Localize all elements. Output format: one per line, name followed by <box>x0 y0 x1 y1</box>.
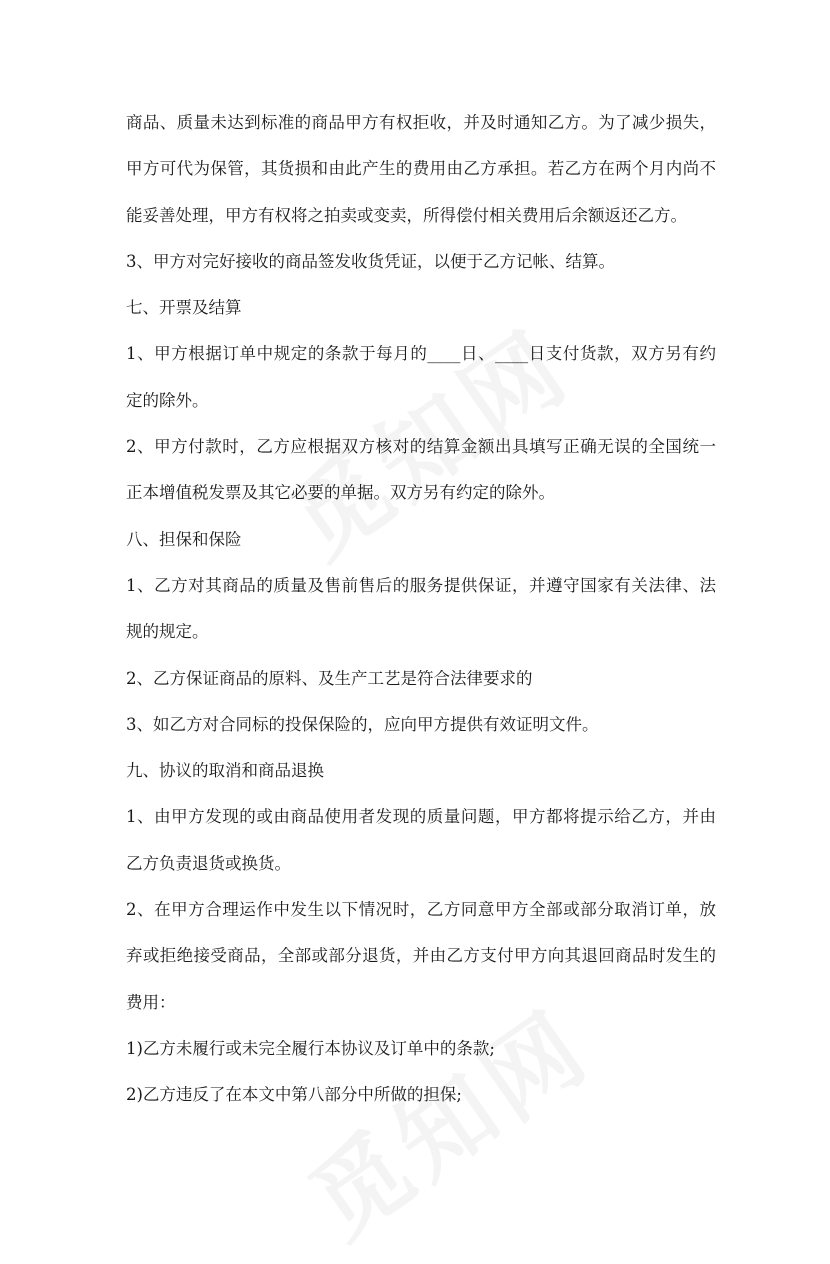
section-heading: 八、担保和保险 <box>126 529 242 549</box>
paragraph-line: 1、甲方根据订单中规定的条款于每月的____日、____日支付货款，双方另有约 <box>126 344 716 364</box>
paragraph-line: 2、乙方保证商品的原料、及生产工艺是符合法律要求的 <box>126 668 533 688</box>
paragraph-line: 1、乙方对其商品的质量及售前售后的服务提供保证，并遵守国家有关法律、法 <box>126 575 716 595</box>
paragraph-line: 费用： <box>126 992 176 1012</box>
paragraph-line: 定的除外。 <box>126 390 209 410</box>
paragraph-line: 甲方可代为保管，其货损和由此产生的费用由乙方承担。若乙方在两个月内尚不 <box>126 159 716 179</box>
section-heading: 九、协议的取消和商品退换 <box>126 761 324 781</box>
list-item: 2)乙方违反了在本文中第八部分中所做的担保; <box>126 1085 462 1105</box>
section-heading: 七、开票及结算 <box>126 298 242 318</box>
paragraph-line: 正本增值税发票及其它必要的单据。双方另有约定的除外。 <box>126 483 555 503</box>
paragraph-line: 3、如乙方对合同标的投保保险的，应向甲方提供有效证明文件。 <box>126 714 599 734</box>
paragraph-line: 1、由甲方发现的或由商品使用者发现的质量问题，甲方都将提示给乙方，并由 <box>126 807 716 827</box>
paragraph-line: 弃或拒绝接受商品，全部或部分退货，并由乙方支付甲方向其退回商品时发生的 <box>126 946 716 966</box>
paragraph-line: 商品、质量未达到标准的商品甲方有权拒收，并及时通知乙方。为了减少损失， <box>126 113 716 132</box>
list-item: 1)乙方未履行或未完全履行本协议及订单中的条款; <box>126 1038 495 1058</box>
paragraph-line: 能妥善处理，甲方有权将之拍卖或变卖，所得偿付相关费用后余额返还乙方。 <box>126 205 687 225</box>
paragraph-line: 乙方负责退货或换货。 <box>126 853 291 873</box>
paragraph-line: 3、甲方对完好接收的商品签发收货凭证，以便于乙方记帐、结算。 <box>126 251 615 271</box>
paragraph-line: 2、甲方付款时，乙方应根据双方核对的结算金额出具填写正确无误的全国统一 <box>126 437 716 457</box>
document-body <box>126 100 716 1119</box>
paragraph-line: 2、在甲方合理运作中发生以下情况时，乙方同意甲方全部或部分取消订单，放 <box>126 900 716 920</box>
paragraph-line: 规的规定。 <box>126 622 209 642</box>
